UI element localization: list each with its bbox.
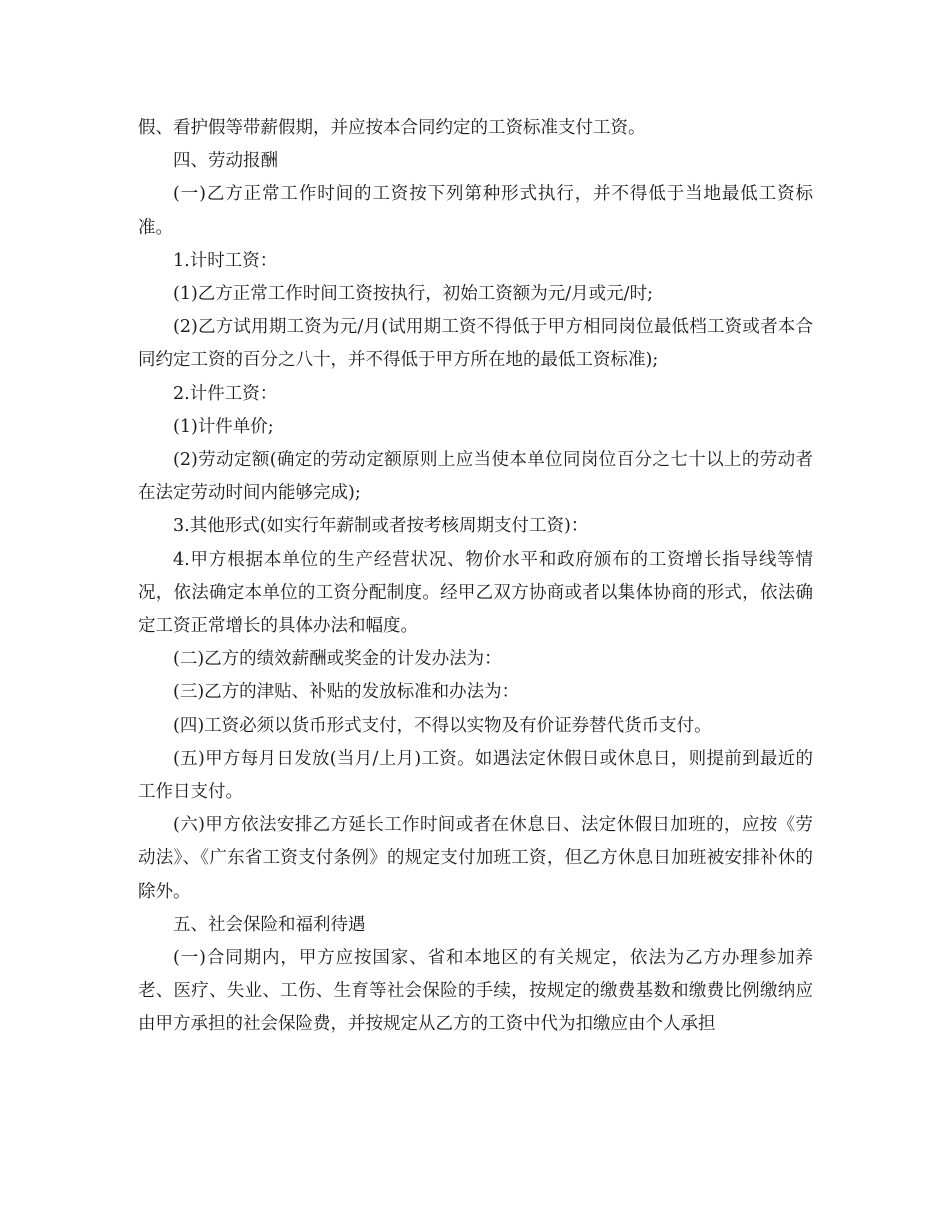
document-page xyxy=(138,112,813,1042)
paragraph-6: (2)乙方试用期工资为元/月(试用期工资不得低于甲方相同岗位最低档工资或者本合同约定工资的百分之八十，并不得低于甲方所在地的最低工资标准); xyxy=(138,317,813,371)
paragraph-3: (一)乙方正常工作时间的工资按下列第种形式执行，并不得低于当地最低工资标准。 xyxy=(138,184,813,238)
paragraph-7: 2.计件工资： xyxy=(173,383,278,404)
paragraph-14: (四)工资必须以货币形式支付，不得以实物及有价证券替代货币支付。 xyxy=(173,715,712,736)
paragraph-9: (2)劳动定额(确定的劳动定额原则上应当使本单位同岗位百分之七十以上的劳动者在法定劳动时间内能够完成); xyxy=(138,450,813,504)
paragraph-16: (六)甲方依法安排乙方延长工作时间或者在休息日、法定休假日加班的，应按《劳动法》、《广东省工资支付条例》的规定支付加班工资，但乙方休息日加班被安排补休的除外。 xyxy=(138,815,813,902)
paragraph-13: (三)乙方的津贴、补贴的发放标准和办法为： xyxy=(173,682,520,703)
paragraph-8: (1)计件单价; xyxy=(173,416,274,437)
paragraph-10: 3.其他形式(如实行年薪制或者按考核周期支付工资)： xyxy=(173,516,589,537)
paragraph-1: 假、看护假等带薪假期，并应按本合同约定的工资标准支付工资。 xyxy=(138,118,646,138)
section-heading-4: 四、劳动报酬 xyxy=(173,151,278,172)
paragraph-11: 4.甲方根据本单位的生产经营状况、物价水平和政府颁布的工资增长指导线等情况，依法确定本单位的工资分配制度。经甲乙双方协商或者以集体协商的形式，依法确定工资正常增长的具体办法和幅度。 xyxy=(138,549,813,637)
paragraph-5: (1)乙方正常工作时间工资按执行，初始工资额为元/月或元/时; xyxy=(173,284,653,305)
paragraph-4: 1.计时工资： xyxy=(173,250,278,271)
paragraph-15: (五)甲方每月日发放(当月/上月)工资。如遇法定休假日或休息日，则提前到最近的工作日支付。 xyxy=(138,748,813,803)
section-heading-5: 五、社会保险和福利待遇 xyxy=(173,914,366,935)
paragraph-12: (二)乙方的绩效薪酬或奖金的计发办法为： xyxy=(173,649,502,670)
paragraph-18: (一)合同期内，甲方应按国家、省和本地区的有关规定，依法为乙方办理参加养老、医疗、失业、工伤、生育等社会保险的手续，按规定的缴费基数和缴费比例缴纳应由甲方承担的社会保险费，并按规定从乙方的工资中代为扣缴应由个人承担 xyxy=(138,948,813,1035)
